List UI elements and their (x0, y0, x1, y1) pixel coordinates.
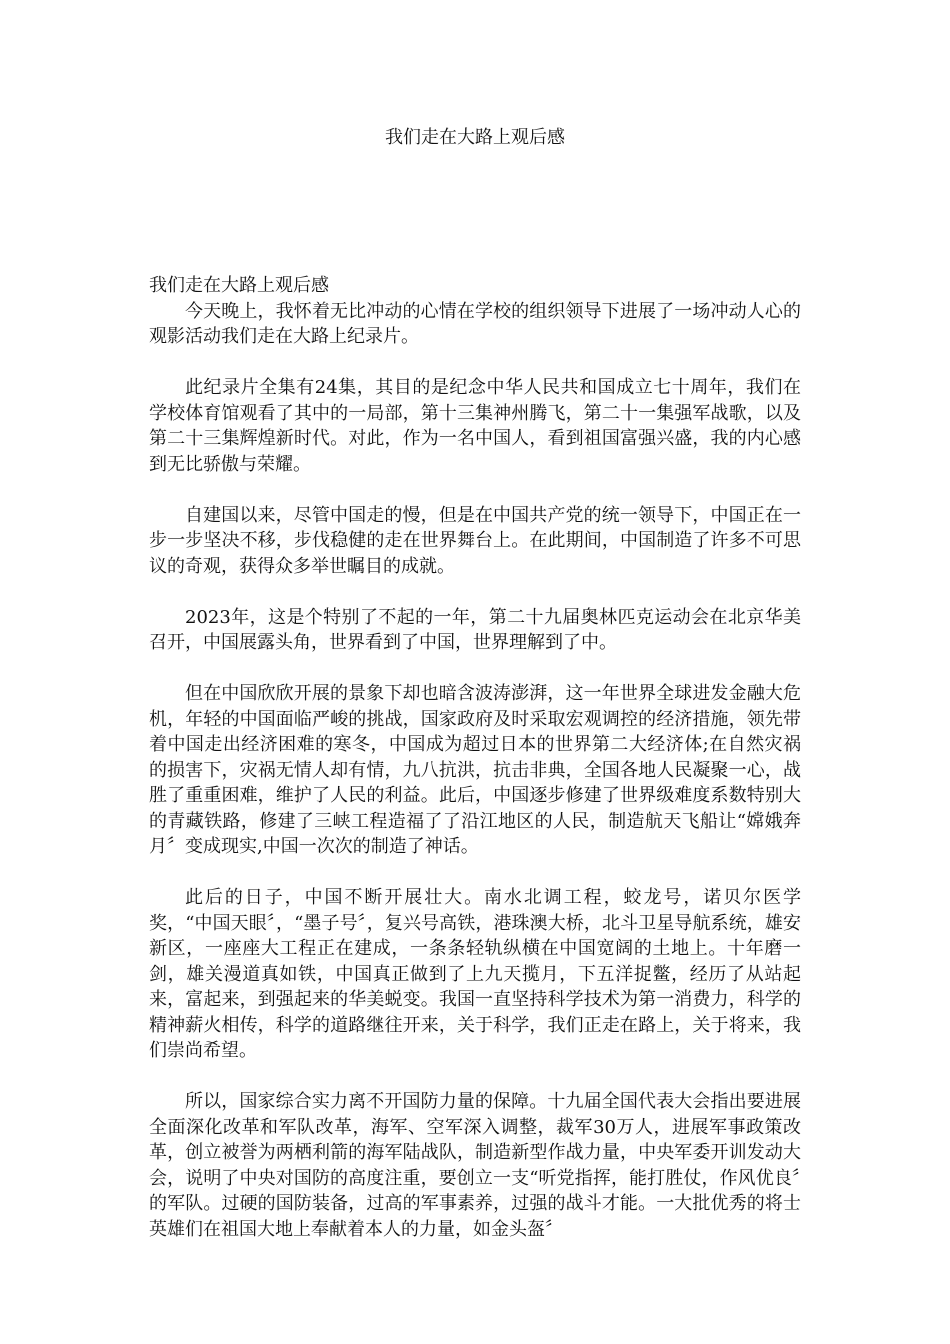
paragraph-intro: 今天晚上，我怀着无比冲动的心情在学校的组织领导下进展了一场冲动人心的观影活动我们走在大路上纪录片。 (149, 300, 801, 347)
paragraph-development: 此后的日子，中国不断开展壮大。南水北调工程，蛟龙号，诺贝尔医学奖，“中国天眼〞，“墨子号〞，复兴号高铁，港珠澳大桥，北斗卫星导航系统，雄安新区，一座座大工程正在建成，一条条轻轨纵横在中国宽阔的土地上。十年磨一剑，雄关漫道真如铁，中国真正做到了上九天揽月，下五洋捉鳖，经历了从站起来，富起来，到强起来的华美蜕变。我国一直坚持科学技术为第一消费力，科学的精神薪火相传，科学的道路继往开来，关于科学，我们正走在路上，关于将来，我们崇尚希望。 (149, 887, 801, 1061)
document-body (149, 273, 801, 1268)
paragraph-defense: 所以，国家综合实力离不开国防力量的保障。十九届全国代表大会指出要进展全面深化改革和军队改革，海军、空军深入调整，裁军30万人，进展军事政策改革，创立被誉为两栖利箭的海军陆战队，制造新型作战力量，中央军委开训发动大会，说明了中央对国防的高度注重，要创立一支“听党指挥，能打胜仗，作风优良〞的军队。过硬的国防装备，过高的军事素养，过强的战斗才能。一大批优秀的将士英雄们在祖国大地上奉献着本人的力量，如金头盔〞 (149, 1091, 801, 1240)
paragraph-olympics: 2023年，这是个特别了不起的一年，第二十九届奥林匹克运动会在北京华美召开，中国展露头角，世界看到了中国，世界理解到了中。 (149, 606, 801, 653)
paragraph-founding: 自建国以来，尽管中国走的慢，但是在中国共产党的统一领导下，中国正在一步一步坚决不移，步伐稳健的走在世界舞台上。在此期间，中国制造了许多不可思议的奇观，获得众多举世瞩目的成就。 (149, 504, 801, 577)
paragraph-documentary: 此纪录片全集有24集，其目的是纪念中华人民共和国成立七十周年，我们在学校体育馆观看了其中的一局部，第十三集神州腾飞，第二十一集强军战歌，以及第二十三集辉煌新时代。对此，作为一名中国人，看到祖国富强兴盛，我的内心感到无比骄傲与荣耀。 (149, 377, 801, 475)
paragraph-challenges: 但在中国欣欣开展的景象下却也暗含波涛澎湃，这一年世界全球进发金融大危机，年轻的中国面临严峻的挑战，国家政府及时采取宏观调控的经济措施，领先带着中国走出经济困难的寒冬，中国成为超过日本的世界第二大经济体;在自然灾祸的损害下，灾祸无情人却有情，九八抗洪，抗击非典，全国各地人民凝聚一心，战胜了重重困难，维护了人民的利益。此后，中国逐步修建了世界级难度系数特别大的青藏铁路，修建了三峡工程造福了了沿江地区的人民，制造航天飞船让“嫦娥奔月〞变成现实,中国一次次的制造了神话。 (149, 683, 801, 857)
page-title: 我们走在大路上观后感 (385, 127, 565, 148)
document-subtitle: 我们走在大路上观后感 (149, 275, 329, 296)
